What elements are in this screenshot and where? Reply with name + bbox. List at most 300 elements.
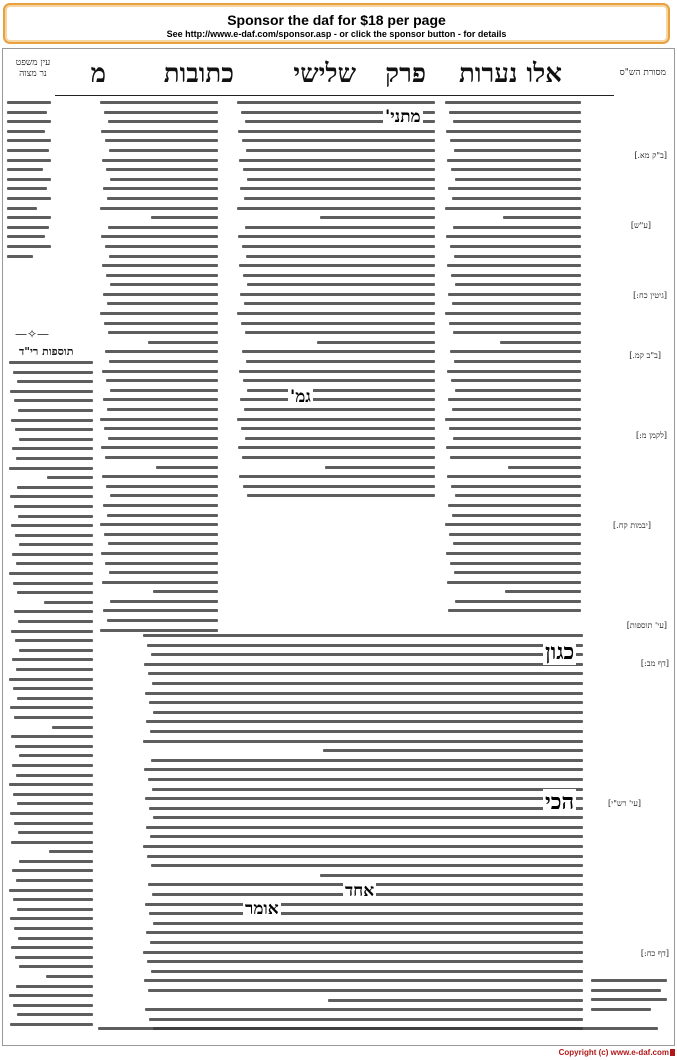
text-line xyxy=(13,898,93,901)
text-line xyxy=(103,609,218,612)
margin-note: [עי' רש"י] xyxy=(608,799,641,808)
text-line xyxy=(243,274,435,277)
text-line xyxy=(448,293,581,296)
text-line xyxy=(240,187,435,190)
text-line xyxy=(151,864,583,867)
text-line xyxy=(107,302,218,305)
text-line xyxy=(149,807,583,810)
text-line xyxy=(108,542,218,545)
text-line xyxy=(19,649,93,652)
text-line xyxy=(240,398,435,401)
text-line xyxy=(153,711,583,714)
text-line xyxy=(107,514,218,517)
text-line xyxy=(143,951,583,954)
text-line xyxy=(100,101,218,104)
text-line xyxy=(445,207,581,210)
text-line xyxy=(152,788,583,791)
text-line xyxy=(105,456,218,459)
text-line xyxy=(102,370,218,373)
copyright-icon xyxy=(670,1049,675,1056)
margin-note: [יבמות קח.] xyxy=(613,521,651,530)
text-line xyxy=(145,692,583,695)
text-line xyxy=(13,793,93,796)
text-line xyxy=(106,485,218,488)
text-line xyxy=(19,860,93,863)
text-line xyxy=(451,168,581,171)
text-line xyxy=(446,130,581,133)
text-line xyxy=(12,447,93,450)
text-line xyxy=(244,197,435,200)
text-line xyxy=(19,965,93,968)
text-line xyxy=(17,697,93,700)
text-line xyxy=(445,101,581,104)
text-line xyxy=(14,822,93,825)
text-line xyxy=(237,312,435,315)
dibur-echad: אחד xyxy=(345,881,375,901)
margin-note: [עי' תוספות] xyxy=(626,621,667,630)
text-line xyxy=(454,149,581,152)
text-line xyxy=(110,283,218,286)
text-line xyxy=(448,504,581,507)
text-line xyxy=(246,360,435,363)
text-line xyxy=(144,768,583,771)
gemara-marker-1: גמ' xyxy=(290,387,311,407)
text-line xyxy=(12,869,93,872)
text-line xyxy=(452,302,581,305)
text-line xyxy=(455,600,581,603)
text-line xyxy=(143,740,583,743)
text-line xyxy=(15,639,93,642)
text-line xyxy=(446,552,581,555)
text-line xyxy=(148,672,583,675)
text-line xyxy=(19,754,93,757)
text-line xyxy=(148,778,583,781)
text-line xyxy=(144,979,583,982)
text-line xyxy=(445,418,581,421)
text-line xyxy=(243,168,435,171)
text-line xyxy=(108,331,218,334)
text-line xyxy=(151,653,583,656)
text-line xyxy=(452,197,581,200)
text-line xyxy=(108,437,218,440)
text-line xyxy=(449,533,581,536)
text-line xyxy=(245,226,435,229)
text-line xyxy=(245,331,435,334)
text-line xyxy=(9,678,93,681)
text-line xyxy=(247,494,435,497)
margin-note: [דף כח:] xyxy=(640,949,669,958)
header-chapter-name: אלו נערות xyxy=(458,59,562,89)
text-line xyxy=(102,581,218,584)
ein-mishpat-column xyxy=(7,101,53,271)
text-line xyxy=(12,658,93,661)
text-line xyxy=(102,475,218,478)
text-line xyxy=(10,1023,93,1026)
text-line xyxy=(508,466,581,469)
text-line xyxy=(246,149,435,152)
text-line xyxy=(11,735,93,738)
text-line xyxy=(241,322,435,325)
sponsor-title[interactable]: Sponsor the daf for $18 per page xyxy=(227,12,446,28)
margin-note: [גיטין כח:] xyxy=(633,291,667,300)
text-line xyxy=(44,601,93,604)
text-line xyxy=(446,235,581,238)
text-line xyxy=(14,399,93,402)
text-line xyxy=(11,419,93,422)
text-line xyxy=(453,226,581,229)
text-line xyxy=(151,970,583,973)
page-header xyxy=(3,53,674,93)
margin-note: [ע"ש] xyxy=(630,221,651,230)
text-line xyxy=(147,855,583,858)
text-line xyxy=(17,1013,93,1016)
text-line xyxy=(455,494,581,497)
text-line xyxy=(148,341,218,344)
text-line xyxy=(143,845,583,848)
text-line xyxy=(149,1018,583,1021)
text-line xyxy=(503,216,581,219)
text-line xyxy=(237,418,435,421)
text-line xyxy=(10,917,93,920)
text-line xyxy=(150,835,583,838)
text-line xyxy=(103,293,218,296)
text-line xyxy=(148,989,583,992)
tosafot-column xyxy=(98,101,218,641)
text-line xyxy=(247,178,435,181)
text-line xyxy=(104,111,218,114)
text-line xyxy=(453,120,581,123)
text-line xyxy=(107,408,218,411)
text-line xyxy=(109,149,218,152)
text-line xyxy=(18,515,93,518)
text-line xyxy=(12,553,93,556)
lower-margin-notes xyxy=(587,649,671,1039)
text-line xyxy=(147,644,583,647)
text-line xyxy=(105,350,218,353)
text-line xyxy=(447,264,581,267)
text-line xyxy=(9,467,93,470)
text-line xyxy=(109,255,218,258)
text-line xyxy=(156,466,218,469)
text-line xyxy=(106,168,218,171)
text-line xyxy=(52,726,93,729)
text-line xyxy=(448,609,581,612)
text-line xyxy=(13,687,93,690)
text-line xyxy=(15,956,93,959)
text-line xyxy=(242,456,435,459)
text-line xyxy=(17,486,93,489)
text-line xyxy=(449,322,581,325)
text-line xyxy=(454,255,581,258)
text-line xyxy=(106,274,218,277)
text-line xyxy=(104,533,218,536)
text-line xyxy=(103,398,218,401)
rashi-column xyxy=(443,101,581,621)
rashi-dibur-kegon: כגון xyxy=(545,639,575,665)
text-line xyxy=(18,937,93,940)
text-line xyxy=(107,619,218,622)
tosafot-rid-label: תוספות רי"ד xyxy=(19,345,74,358)
text-line xyxy=(145,1008,583,1011)
text-line xyxy=(241,427,435,430)
text-line xyxy=(451,379,581,382)
text-line xyxy=(104,427,218,430)
text-line xyxy=(453,542,581,545)
text-line xyxy=(247,389,435,392)
text-line xyxy=(447,581,581,584)
text-line xyxy=(13,582,93,585)
text-line xyxy=(500,341,581,344)
text-line xyxy=(11,630,93,633)
text-line xyxy=(317,341,435,344)
text-line xyxy=(505,590,581,593)
text-line xyxy=(101,552,218,555)
text-line xyxy=(46,975,93,978)
text-line xyxy=(47,476,93,479)
text-line xyxy=(153,922,583,925)
text-line xyxy=(110,600,218,603)
text-line xyxy=(12,764,93,767)
text-line xyxy=(146,720,583,723)
text-line xyxy=(455,283,581,286)
text-line xyxy=(453,437,581,440)
text-line xyxy=(10,390,93,393)
text-line xyxy=(245,437,435,440)
text-line xyxy=(143,634,583,637)
text-line xyxy=(450,562,581,565)
text-line xyxy=(9,361,93,364)
text-line xyxy=(320,216,435,219)
text-line xyxy=(17,380,93,383)
text-line xyxy=(445,523,581,526)
text-line xyxy=(149,701,583,704)
text-line xyxy=(15,745,93,748)
header-shlishi: שלישי xyxy=(293,59,356,89)
text-line xyxy=(10,495,93,498)
text-line xyxy=(100,523,218,526)
text-line xyxy=(110,389,218,392)
text-line xyxy=(455,178,581,181)
mishnah-marker-1: מתני' xyxy=(385,107,421,127)
text-line xyxy=(100,418,218,421)
text-line xyxy=(237,101,435,104)
text-line xyxy=(239,264,435,267)
text-line xyxy=(455,389,581,392)
text-line xyxy=(101,446,218,449)
text-line xyxy=(328,999,583,1002)
text-line xyxy=(17,908,93,911)
text-line xyxy=(149,912,583,915)
text-line xyxy=(242,139,435,142)
text-line xyxy=(453,331,581,334)
text-line xyxy=(452,408,581,411)
text-line xyxy=(447,159,581,162)
text-line xyxy=(153,590,218,593)
text-line xyxy=(447,475,581,478)
text-line xyxy=(104,322,218,325)
text-line xyxy=(452,514,581,517)
margin-note: [לקמן מ:] xyxy=(635,431,667,440)
text-line xyxy=(244,302,435,305)
text-line xyxy=(108,226,218,229)
text-line xyxy=(49,850,93,853)
text-line xyxy=(11,524,93,527)
text-line xyxy=(243,485,435,488)
ein-mishpat-label: עין משפט נר מצוה xyxy=(15,58,51,79)
text-line xyxy=(454,360,581,363)
sponsor-banner[interactable] xyxy=(3,3,670,44)
text-line xyxy=(449,111,581,114)
text-line xyxy=(146,931,583,934)
text-line xyxy=(17,802,93,805)
text-line xyxy=(107,197,218,200)
text-line xyxy=(454,571,581,574)
text-line xyxy=(323,749,583,752)
text-line xyxy=(18,409,93,412)
text-line xyxy=(105,562,218,565)
text-line xyxy=(16,668,93,671)
text-line xyxy=(19,438,93,441)
text-line xyxy=(240,293,435,296)
text-line xyxy=(9,994,93,997)
text-line xyxy=(243,379,435,382)
text-line xyxy=(108,120,218,123)
masoret-column xyxy=(587,101,671,661)
text-line xyxy=(18,620,93,623)
text-line xyxy=(239,370,435,373)
margin-note: [ב"ק מא.] xyxy=(634,151,667,160)
text-line xyxy=(10,812,93,815)
text-line xyxy=(109,571,218,574)
text-line xyxy=(14,716,93,719)
text-line xyxy=(448,398,581,401)
text-line xyxy=(100,629,218,632)
text-line xyxy=(450,456,581,459)
text-line xyxy=(100,312,218,315)
text-line xyxy=(151,216,218,219)
text-line xyxy=(448,187,581,190)
text-line xyxy=(152,682,583,685)
text-line xyxy=(18,831,93,834)
text-line xyxy=(450,350,581,353)
text-line xyxy=(247,283,435,286)
text-line xyxy=(147,960,583,963)
text-line xyxy=(16,562,93,565)
text-line xyxy=(446,446,581,449)
masoret-hashas-label: מסורת הש"ס xyxy=(619,68,666,78)
text-line xyxy=(449,427,581,430)
text-line xyxy=(146,826,583,829)
text-line xyxy=(102,264,218,267)
text-line xyxy=(145,797,583,800)
tosafot-rid-column xyxy=(7,361,93,1041)
text-line xyxy=(246,255,435,258)
text-line xyxy=(11,841,93,844)
text-line xyxy=(14,610,93,613)
lower-commentary xyxy=(98,634,583,1039)
text-line xyxy=(16,985,93,988)
text-line xyxy=(239,475,435,478)
dibur-hachi: הכי xyxy=(545,789,575,815)
header-perek: פרק xyxy=(385,59,426,89)
text-line xyxy=(13,1004,93,1007)
text-line xyxy=(15,428,93,431)
dibur-omer: אומר xyxy=(245,899,279,919)
text-line xyxy=(16,774,93,777)
text-line xyxy=(238,130,435,133)
text-line xyxy=(144,663,583,666)
text-line xyxy=(447,370,581,373)
text-line xyxy=(9,889,93,892)
text-line xyxy=(238,446,435,449)
text-line xyxy=(150,730,583,733)
text-line xyxy=(153,816,583,819)
text-line xyxy=(102,159,218,162)
text-line xyxy=(145,903,583,906)
header-rule xyxy=(55,95,614,96)
text-line xyxy=(11,946,93,949)
text-line xyxy=(451,274,581,277)
margin-note: [ב"ב קמ.] xyxy=(629,351,661,360)
ornament-divider: —✧— xyxy=(15,327,50,341)
text-line xyxy=(103,187,218,190)
copyright-link[interactable]: Copyright (c) www.e-daf.com xyxy=(558,1048,669,1057)
text-line xyxy=(105,245,218,248)
text-line xyxy=(445,312,581,315)
text-line xyxy=(9,572,93,575)
text-line xyxy=(320,874,583,877)
text-line xyxy=(242,350,435,353)
text-line xyxy=(325,466,435,469)
text-line xyxy=(9,783,93,786)
text-line xyxy=(16,457,93,460)
text-line xyxy=(106,379,218,382)
text-line xyxy=(103,504,218,507)
margin-note: [דף מב:] xyxy=(640,659,669,668)
text-line xyxy=(450,139,581,142)
text-line xyxy=(110,494,218,497)
text-line xyxy=(14,505,93,508)
text-line xyxy=(13,371,93,374)
text-line xyxy=(16,879,93,882)
sponsor-subtitle[interactable]: See http://www.e-daf.com/sponsor.asp - or click the sponsor button - for details xyxy=(166,29,507,39)
text-line xyxy=(10,706,93,709)
text-line xyxy=(244,408,435,411)
text-line xyxy=(17,591,93,594)
text-line xyxy=(451,485,581,488)
text-line xyxy=(450,245,581,248)
text-line xyxy=(101,235,218,238)
text-line xyxy=(14,927,93,930)
text-line xyxy=(101,130,218,133)
gemara-column xyxy=(235,101,435,621)
header-tractate: כתובות xyxy=(163,59,234,89)
footer-notes xyxy=(98,1027,668,1041)
text-line xyxy=(238,235,435,238)
text-line xyxy=(150,941,583,944)
text-line xyxy=(105,139,218,142)
text-line xyxy=(109,360,218,363)
text-line xyxy=(110,178,218,181)
header-page-number: מ xyxy=(90,59,106,89)
text-line xyxy=(100,207,218,210)
text-line xyxy=(151,759,583,762)
text-line xyxy=(239,159,435,162)
text-line xyxy=(237,207,435,210)
text-line xyxy=(19,543,93,546)
text-line xyxy=(242,245,435,248)
text-line xyxy=(15,534,93,537)
